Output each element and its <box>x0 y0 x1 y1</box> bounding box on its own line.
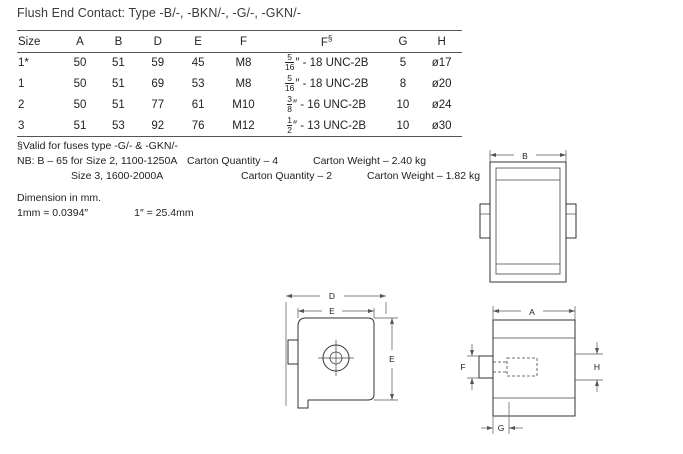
fraction: $\frac{5}{16}$ <box>284 52 295 72</box>
plan-view-drawing <box>455 292 625 442</box>
cell-a: 51 <box>73 119 87 132</box>
notes-block <box>17 139 480 221</box>
table-header-row <box>17 31 462 52</box>
cell-a: 50 <box>73 77 87 90</box>
note-carton-weight-1: Carton Weight – 2.40 kg <box>313 155 427 167</box>
dim-label-e-top: E <box>329 306 335 316</box>
cell-g: 5 <box>399 56 407 69</box>
dim-label-f: F <box>460 362 466 372</box>
col-header-h: H <box>437 35 446 48</box>
col-header-f: F <box>239 35 247 48</box>
cell-e: 53 <box>191 77 205 90</box>
note-conversion-inch: 1″ = 25.4mm <box>134 207 194 219</box>
cell-f: M10 <box>232 98 255 111</box>
col-header-g: G <box>398 35 408 48</box>
note-conversions <box>17 206 480 221</box>
front-view-drawing <box>272 288 432 438</box>
cell-b: 51 <box>112 56 125 69</box>
table-row <box>17 52 462 73</box>
dim-label-d: D <box>328 291 336 301</box>
cell-g: 8 <box>399 77 407 90</box>
col-header-size: Size <box>18 35 41 48</box>
dim-label-h: H <box>593 362 601 372</box>
note-carton-qty-2: Carton Quantity – 2 <box>241 170 333 182</box>
cell-h: ø17 <box>431 56 452 69</box>
dim-label-e-side: E <box>389 354 395 364</box>
cell-size: 1 <box>18 77 25 90</box>
side-view-drawing <box>470 142 610 297</box>
thread-spec: ″ - 18 UNC-2B <box>295 77 369 90</box>
cell-a: 50 <box>73 98 87 111</box>
note-nb-row-2 <box>17 169 480 184</box>
cell-d: 92 <box>151 119 165 132</box>
cell-h: ø30 <box>431 119 452 132</box>
cell-size: 3 <box>18 119 25 132</box>
note-conversion-mm: 1mm = 0.0394″ <box>17 207 89 219</box>
cell-d: 69 <box>151 77 165 90</box>
dim-label-g: G <box>497 423 505 433</box>
cell-f: M12 <box>232 119 255 132</box>
cell-h: ø24 <box>431 98 452 111</box>
table-row <box>17 73 462 94</box>
cell-b: 53 <box>112 119 125 132</box>
cell-e: 76 <box>191 119 205 132</box>
thread-spec: ″ - 13 UNC-2B <box>292 119 367 132</box>
cell-d: 77 <box>151 98 165 111</box>
cell-f-section <box>269 94 385 115</box>
fraction: $\frac{1}{2}$ <box>287 115 292 135</box>
dim-label-b: B <box>522 151 528 161</box>
cell-g: 10 <box>396 98 410 111</box>
table-row <box>17 94 462 115</box>
specification-table <box>17 31 462 136</box>
cell-a: 50 <box>73 56 87 69</box>
cell-e: 61 <box>191 98 205 111</box>
note-valid-for: §Valid for fuses type -G/- & -GKN/- <box>17 140 178 152</box>
col-header-d: D <box>153 35 162 48</box>
cell-size: 1* <box>18 56 29 69</box>
cell-size: 2 <box>18 98 25 111</box>
cell-f: M8 <box>235 56 252 69</box>
col-header-e: E <box>194 35 202 48</box>
fraction: $\frac{3}{8}$ <box>287 94 292 114</box>
cell-d: 59 <box>151 56 165 69</box>
table-rule-bottom <box>17 136 462 137</box>
col-header-f-section: F§ <box>320 34 333 49</box>
thread-spec: ″ - 18 UNC-2B <box>295 56 369 69</box>
cell-h: ø20 <box>431 77 452 90</box>
note-dimension-unit: Dimension in mm. <box>17 192 102 204</box>
col-header-a: A <box>76 35 84 48</box>
cell-f-section <box>269 52 385 73</box>
page-title: Flush End Contact: Type -B/-, -BKN/-, -G/-, -GKN/- <box>17 6 302 20</box>
cell-f-section <box>269 115 385 136</box>
note-nb-label-1: NB: B – 65 for Size 2, 1100-1250A <box>17 155 178 167</box>
cell-f-section <box>269 73 385 94</box>
note-nb-label-2: Size 3, 1600-2000A <box>71 170 164 182</box>
cell-g: 10 <box>396 119 410 132</box>
cell-b: 51 <box>112 98 125 111</box>
fraction: $\frac{5}{16}$ <box>284 73 295 93</box>
cell-b: 51 <box>112 77 125 90</box>
note-nb-row-1 <box>17 154 480 169</box>
dim-label-a: A <box>529 307 535 317</box>
note-carton-weight-2: Carton Weight – 1.82 kg <box>367 170 481 182</box>
table-row <box>17 115 462 136</box>
cell-f: M8 <box>235 77 252 90</box>
note-carton-qty-1: Carton Quantity – 4 <box>187 155 279 167</box>
thread-spec: ″ - 16 UNC-2B <box>292 98 367 111</box>
col-header-b: B <box>114 35 123 48</box>
cell-e: 45 <box>191 56 205 69</box>
